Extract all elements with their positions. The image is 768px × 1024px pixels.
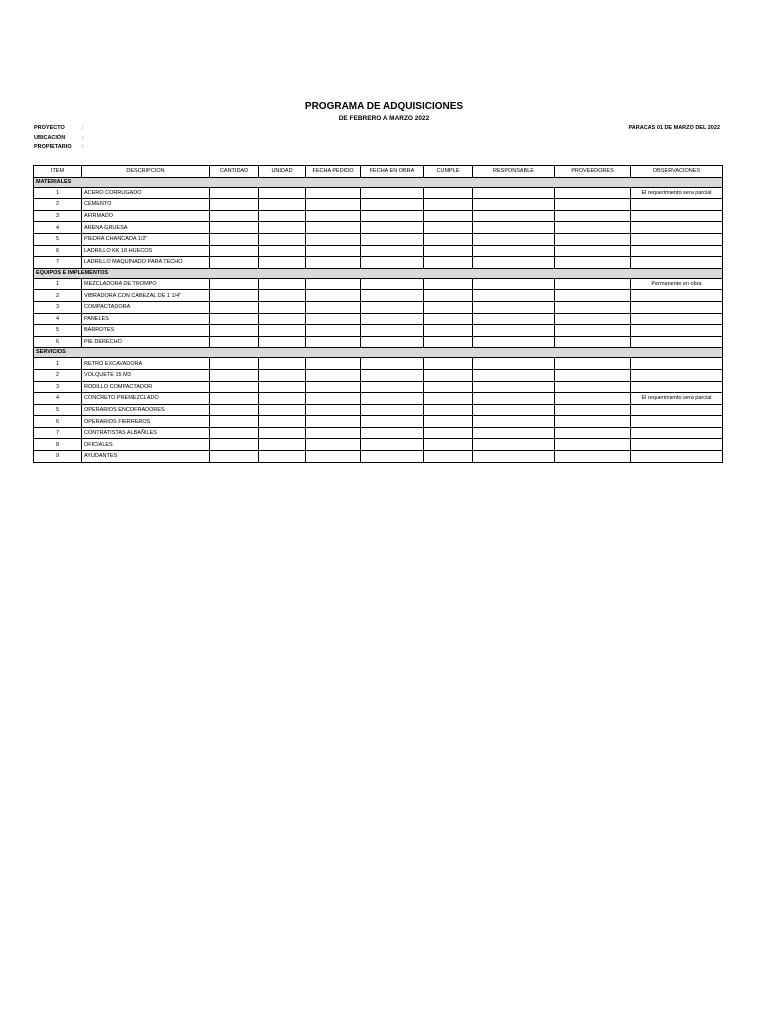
cell-empty	[306, 404, 361, 416]
cell-empty	[473, 301, 555, 313]
cell-descripcion: OFICIALES	[82, 439, 210, 451]
cell-observaciones	[631, 416, 723, 428]
cell-item: 7	[34, 257, 82, 269]
cell-empty	[424, 404, 473, 416]
cell-empty	[210, 416, 259, 428]
cell-observaciones: El requerimiento sera parcial	[631, 393, 723, 405]
table-body	[34, 177, 723, 462]
field-label: UBICACIÓN	[34, 135, 66, 141]
cell-empty	[259, 245, 306, 257]
section-title: MATERIALES	[34, 177, 723, 187]
cell-descripcion: RODILLO COMPACTADOR	[82, 381, 210, 393]
header-cantidad: CANTIDAD	[210, 166, 259, 178]
cell-empty	[361, 313, 424, 325]
cell-empty	[424, 290, 473, 302]
cell-empty	[306, 313, 361, 325]
table-row	[34, 381, 723, 393]
cell-empty	[259, 381, 306, 393]
cell-empty	[555, 199, 631, 211]
cell-observaciones: El requerimiento sera parcial	[631, 187, 723, 199]
cell-empty	[361, 301, 424, 313]
cell-item: 1	[34, 278, 82, 290]
table-row	[34, 210, 723, 222]
cell-empty	[210, 393, 259, 405]
table-row	[34, 427, 723, 439]
cell-item: 9	[34, 451, 82, 463]
cell-observaciones	[631, 369, 723, 381]
field-colon: :	[82, 144, 84, 150]
cell-item: 5	[34, 233, 82, 245]
cell-empty	[473, 199, 555, 211]
cell-empty	[210, 187, 259, 199]
cell-empty	[424, 222, 473, 234]
cell-empty	[306, 325, 361, 337]
cell-empty	[259, 369, 306, 381]
cell-descripcion: COMPACTADORA	[82, 301, 210, 313]
cell-empty	[555, 393, 631, 405]
cell-empty	[424, 325, 473, 337]
cell-descripcion: PANELES	[82, 313, 210, 325]
cell-empty	[361, 416, 424, 428]
cell-empty	[473, 427, 555, 439]
cell-item: 1	[34, 187, 82, 199]
cell-empty	[555, 187, 631, 199]
document-title: PROGRAMA DE ADQUISICIONES	[304, 101, 464, 112]
cell-empty	[473, 336, 555, 348]
table-row	[34, 290, 723, 302]
cell-empty	[555, 233, 631, 245]
cell-empty	[210, 427, 259, 439]
cell-empty	[259, 325, 306, 337]
cell-observaciones	[631, 257, 723, 269]
cell-empty	[555, 301, 631, 313]
cell-observaciones	[631, 233, 723, 245]
cell-empty	[210, 199, 259, 211]
cell-empty	[361, 336, 424, 348]
cell-descripcion: OPERARIOS ENCOFRADORES	[82, 404, 210, 416]
cell-empty	[473, 278, 555, 290]
cell-empty	[555, 369, 631, 381]
cell-descripcion: ACERO CORRUGADO	[82, 187, 210, 199]
section-title: EQUIPOS E IMPLEMENTOS	[34, 268, 723, 278]
table-row	[34, 257, 723, 269]
cell-empty	[210, 222, 259, 234]
cell-empty	[361, 199, 424, 211]
table-row	[34, 301, 723, 313]
cell-empty	[259, 393, 306, 405]
cell-empty	[306, 257, 361, 269]
cell-empty	[361, 290, 424, 302]
cell-item: 4	[34, 313, 82, 325]
cell-empty	[555, 257, 631, 269]
cell-empty	[361, 278, 424, 290]
cell-item: 3	[34, 301, 82, 313]
cell-empty	[361, 451, 424, 463]
cell-empty	[555, 404, 631, 416]
cell-empty	[306, 199, 361, 211]
cell-empty	[424, 393, 473, 405]
cell-empty	[306, 439, 361, 451]
cell-empty	[555, 278, 631, 290]
cell-empty	[306, 369, 361, 381]
header-fecha-en-obra: FECHA EN OBRA	[361, 166, 424, 178]
cell-empty	[555, 439, 631, 451]
cell-empty	[424, 199, 473, 211]
cell-descripcion: RETRO EXCAVADORA	[82, 358, 210, 370]
cell-empty	[306, 187, 361, 199]
header-descripcion: DESCRIPCION	[82, 166, 210, 178]
header-row	[34, 166, 723, 178]
cell-empty	[424, 278, 473, 290]
cell-empty	[210, 404, 259, 416]
cell-descripcion: CONCRETO PREMEZCLADO	[82, 393, 210, 405]
cell-observaciones	[631, 336, 723, 348]
cell-empty	[259, 222, 306, 234]
cell-empty	[473, 187, 555, 199]
cell-item: 5	[34, 404, 82, 416]
cell-empty	[555, 358, 631, 370]
table-row	[34, 313, 723, 325]
cell-observaciones	[631, 222, 723, 234]
section-title: SERVICIOS	[34, 348, 723, 358]
header-cumple: CUMPLE	[424, 166, 473, 178]
cell-empty	[259, 199, 306, 211]
cell-empty	[306, 381, 361, 393]
cell-empty	[259, 439, 306, 451]
cell-empty	[424, 451, 473, 463]
cell-empty	[259, 451, 306, 463]
cell-empty	[555, 451, 631, 463]
cell-empty	[361, 222, 424, 234]
field-propietario	[34, 144, 84, 150]
cell-empty	[424, 257, 473, 269]
cell-descripcion: CONTRATISTAS ALBAÑILES	[82, 427, 210, 439]
cell-observaciones	[631, 245, 723, 257]
cell-observaciones	[631, 381, 723, 393]
header-fecha-pedido: FECHA PEDIDO	[306, 166, 361, 178]
cell-empty	[555, 427, 631, 439]
table-row	[34, 278, 723, 290]
cell-empty	[555, 416, 631, 428]
cell-empty	[473, 257, 555, 269]
cell-observaciones	[631, 325, 723, 337]
cell-observaciones	[631, 199, 723, 211]
cell-observaciones	[631, 439, 723, 451]
cell-empty	[361, 358, 424, 370]
cell-item: 3	[34, 210, 82, 222]
cell-observaciones	[631, 427, 723, 439]
cell-empty	[473, 325, 555, 337]
cell-empty	[473, 290, 555, 302]
cell-empty	[210, 290, 259, 302]
table-row	[34, 222, 723, 234]
cell-empty	[361, 233, 424, 245]
cell-empty	[555, 245, 631, 257]
table-row	[34, 233, 723, 245]
cell-empty	[306, 336, 361, 348]
cell-empty	[259, 278, 306, 290]
cell-item: 3	[34, 381, 82, 393]
cell-empty	[473, 416, 555, 428]
cell-observaciones	[631, 358, 723, 370]
place-date: PARACAS 01 DE MARZO DEL 2022	[628, 125, 720, 131]
cell-empty	[259, 290, 306, 302]
cell-item: 4	[34, 222, 82, 234]
cell-empty	[210, 313, 259, 325]
table-row	[34, 416, 723, 428]
cell-empty	[361, 381, 424, 393]
cell-empty	[259, 358, 306, 370]
cell-empty	[259, 336, 306, 348]
field-ubicacion	[34, 135, 84, 141]
table-row	[34, 187, 723, 199]
cell-item: 5	[34, 325, 82, 337]
cell-empty	[361, 245, 424, 257]
cell-empty	[555, 381, 631, 393]
cell-descripcion: BARROTES	[82, 325, 210, 337]
cell-item: 6	[34, 245, 82, 257]
header-responsable: RESPONSABLE	[473, 166, 555, 178]
cell-empty	[555, 222, 631, 234]
cell-empty	[361, 369, 424, 381]
cell-empty	[259, 233, 306, 245]
cell-empty	[259, 427, 306, 439]
cell-empty	[306, 427, 361, 439]
cell-empty	[424, 336, 473, 348]
section-row	[34, 177, 723, 187]
acquisitions-table	[33, 165, 723, 463]
cell-empty	[361, 439, 424, 451]
cell-empty	[473, 404, 555, 416]
cell-empty	[306, 358, 361, 370]
cell-empty	[473, 358, 555, 370]
cell-empty	[555, 325, 631, 337]
cell-empty	[555, 313, 631, 325]
table-row	[34, 245, 723, 257]
cell-empty	[473, 222, 555, 234]
cell-item: 6	[34, 336, 82, 348]
cell-empty	[361, 210, 424, 222]
cell-empty	[361, 325, 424, 337]
cell-empty	[306, 245, 361, 257]
field-proyecto	[34, 125, 84, 131]
cell-item: 2	[34, 199, 82, 211]
table-row	[34, 369, 723, 381]
cell-descripcion: AYUDANTES	[82, 451, 210, 463]
cell-empty	[361, 393, 424, 405]
cell-empty	[424, 233, 473, 245]
header-observaciones: OBSERVACIONES	[631, 166, 723, 178]
cell-empty	[259, 404, 306, 416]
document-subtitle: DE FEBRERO A MARZO 2022	[338, 115, 430, 122]
cell-empty	[473, 233, 555, 245]
table-row	[34, 325, 723, 337]
cell-descripcion: LADRILLO KK 18 HUECOS	[82, 245, 210, 257]
cell-empty	[306, 451, 361, 463]
cell-empty	[424, 381, 473, 393]
cell-descripcion: MEZCLADORA DE TROMPO	[82, 278, 210, 290]
cell-empty	[210, 233, 259, 245]
table-row	[34, 451, 723, 463]
cell-empty	[210, 325, 259, 337]
header-proveedores: PROVEEDORES	[555, 166, 631, 178]
cell-descripcion: OPERARIOS FIERREROS	[82, 416, 210, 428]
cell-empty	[424, 439, 473, 451]
cell-empty	[424, 369, 473, 381]
cell-empty	[424, 187, 473, 199]
table-row	[34, 336, 723, 348]
cell-empty	[555, 210, 631, 222]
cell-item: 2	[34, 369, 82, 381]
cell-empty	[259, 210, 306, 222]
cell-item: 1	[34, 358, 82, 370]
section-row	[34, 268, 723, 278]
cell-empty	[555, 290, 631, 302]
cell-empty	[210, 278, 259, 290]
cell-empty	[210, 301, 259, 313]
cell-empty	[473, 210, 555, 222]
cell-empty	[306, 222, 361, 234]
cell-observaciones	[631, 313, 723, 325]
cell-empty	[473, 245, 555, 257]
cell-empty	[306, 278, 361, 290]
cell-descripcion: ARENA GRUESA	[82, 222, 210, 234]
cell-empty	[473, 313, 555, 325]
cell-descripcion: VIBRADORA CON CABEZAL DE 1 1/4"	[82, 290, 210, 302]
cell-empty	[361, 404, 424, 416]
header-item: ITEM	[34, 166, 82, 178]
cell-empty	[210, 257, 259, 269]
cell-observaciones	[631, 290, 723, 302]
cell-empty	[473, 369, 555, 381]
cell-empty	[306, 301, 361, 313]
cell-empty	[424, 313, 473, 325]
header-unidad: UNIDAD	[259, 166, 306, 178]
cell-empty	[210, 381, 259, 393]
field-colon: :	[82, 125, 84, 131]
cell-empty	[361, 427, 424, 439]
cell-empty	[306, 233, 361, 245]
cell-empty	[473, 451, 555, 463]
cell-descripcion: LADRILLO MAQUINADO PARA TECHO	[82, 257, 210, 269]
cell-observaciones	[631, 404, 723, 416]
cell-empty	[424, 210, 473, 222]
cell-empty	[210, 451, 259, 463]
cell-empty	[473, 393, 555, 405]
cell-item: 4	[34, 393, 82, 405]
table-row	[34, 199, 723, 211]
cell-observaciones	[631, 210, 723, 222]
cell-empty	[555, 336, 631, 348]
cell-descripcion: VOLQUETE 15 M3	[82, 369, 210, 381]
cell-empty	[210, 210, 259, 222]
cell-observaciones	[631, 451, 723, 463]
cell-empty	[361, 257, 424, 269]
field-label: PROYECTO	[34, 125, 65, 131]
cell-item: 8	[34, 439, 82, 451]
cell-item: 6	[34, 416, 82, 428]
cell-empty	[210, 336, 259, 348]
cell-descripcion: AFIRMADO	[82, 210, 210, 222]
cell-empty	[210, 245, 259, 257]
cell-observaciones	[631, 301, 723, 313]
cell-empty	[306, 416, 361, 428]
cell-empty	[210, 369, 259, 381]
cell-empty	[424, 416, 473, 428]
cell-item: 2	[34, 290, 82, 302]
table-row	[34, 393, 723, 405]
cell-empty	[424, 301, 473, 313]
cell-empty	[473, 381, 555, 393]
table-row	[34, 439, 723, 451]
cell-observaciones: Permanente en obra	[631, 278, 723, 290]
field-label: PROPIETARIO	[34, 144, 72, 150]
cell-descripcion: CEMENTO	[82, 199, 210, 211]
cell-descripcion: PIEDRA CHANCADA 1/2"	[82, 233, 210, 245]
cell-empty	[259, 301, 306, 313]
cell-empty	[259, 313, 306, 325]
cell-empty	[259, 416, 306, 428]
cell-empty	[210, 358, 259, 370]
cell-empty	[424, 245, 473, 257]
table-row	[34, 404, 723, 416]
cell-item: 7	[34, 427, 82, 439]
cell-empty	[306, 393, 361, 405]
field-colon: :	[82, 135, 84, 141]
cell-empty	[424, 427, 473, 439]
cell-empty	[473, 439, 555, 451]
table-row	[34, 358, 723, 370]
cell-descripcion: PIE DERECHO	[82, 336, 210, 348]
section-row	[34, 348, 723, 358]
cell-empty	[306, 210, 361, 222]
cell-empty	[361, 187, 424, 199]
cell-empty	[259, 187, 306, 199]
cell-empty	[259, 257, 306, 269]
cell-empty	[306, 290, 361, 302]
cell-empty	[210, 439, 259, 451]
cell-empty	[424, 358, 473, 370]
